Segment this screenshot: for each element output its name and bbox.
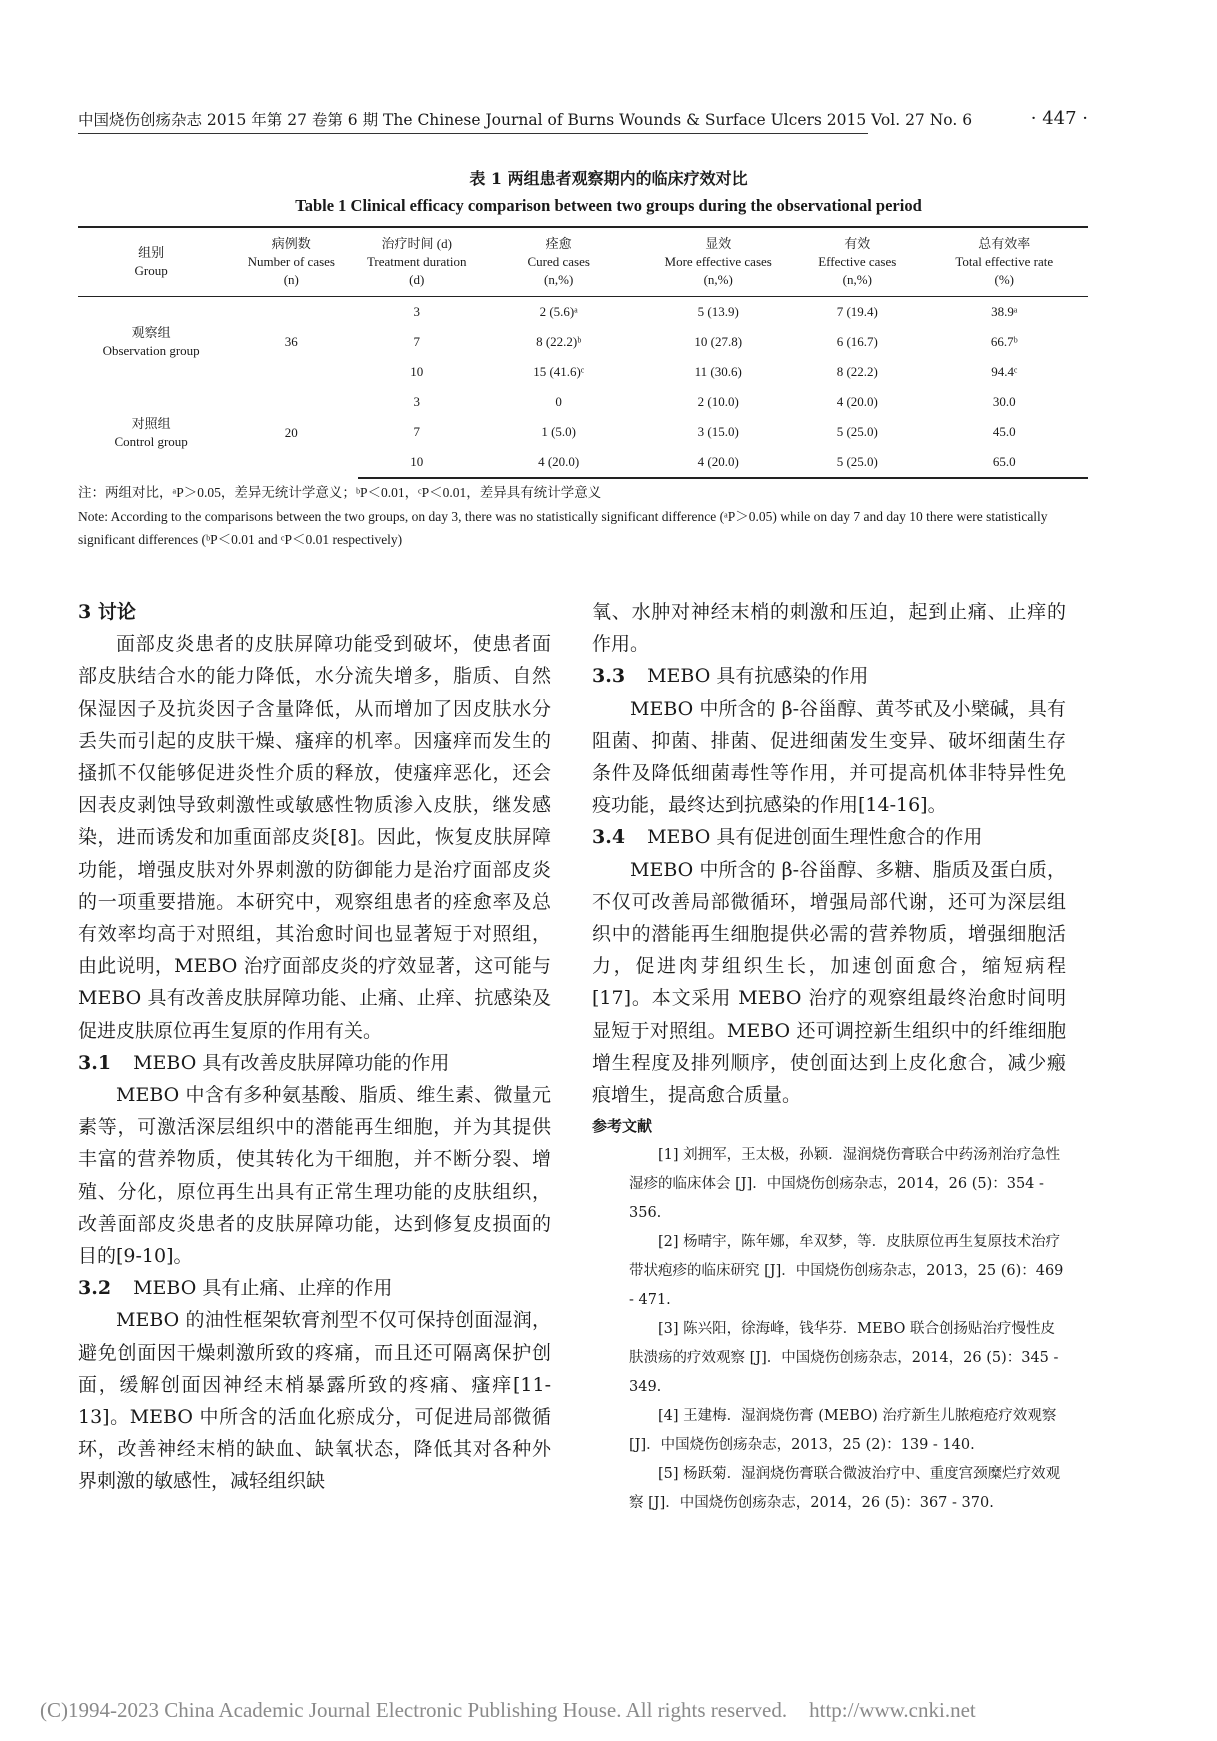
cell-days: 10 xyxy=(358,447,475,478)
paragraph: MEBO 中所含的 β-谷甾醇、多糖、脂质及蛋白质，不仅可改善局部微循环，增强局部代谢，还可为深层组织中的潜能再生细胞提供必需的营养物质，增强细胞活力，促进肉芽组织生长，加速创面愈合，缩短病程[17]。本文采用 MEBO 治疗的观察组最终治愈时间明显短于对照组。MEBO 还可调控新生组织中的纤维细胞增生程度及排列顺序，使创面达到上皮化愈合，减少瘢痕增生，提高愈合质量。 xyxy=(592,858,1066,1107)
cell-total: 45.0 xyxy=(992,424,1016,439)
cell-total: 94.4ᶜ xyxy=(991,364,1018,379)
group-name-observation: 观察组 Observation group xyxy=(102,325,200,358)
copyright-text: (C)1994-2023 China Academic Journal Electronic Publishing House. All rights reserved. xyxy=(40,1698,788,1722)
cell-more-effective: 5 (13.9) xyxy=(697,304,739,319)
group-name-control: 对照组 Control group xyxy=(114,415,188,449)
group-cases: 20 xyxy=(284,424,298,440)
cell-more-effective: 10 (27.8) xyxy=(694,334,743,349)
cell-effective: 8 (22.2) xyxy=(836,364,878,379)
header-effective: 有效 Effective cases (n,%) xyxy=(794,227,920,297)
cell-total: 38.9ᵃ xyxy=(991,304,1018,319)
header-duration: 治疗时间 (d) Treatment duration (d) xyxy=(358,227,475,297)
journal-line: 中国烧伤创疡杂志 2015 年第 27 卷第 6 期 The Chinese Journal of Burns Wounds & Surface Ulcers 2015 Vol. 27 No. 6 xyxy=(78,111,973,129)
table-caption-en: Table 1 Clinical efficacy comparison between two groups during the observational period xyxy=(295,196,922,215)
table-row xyxy=(78,387,1088,417)
header-more-effective: 显效 More effective cases (n,%) xyxy=(642,227,794,297)
reference-item: [3] 陈兴阳，徐海峰，钱华芬．MEBO 联合创扬贴治疗慢性皮肤溃疡的疗效观察 [J]．中国烧伤创疡杂志，2014，26 (5)：345 - 349. xyxy=(629,1321,1059,1396)
paragraph-continued: 氧、水肿对神经末梢的刺激和压迫，起到止痛、止痒的作用。 xyxy=(592,601,1066,656)
cell-total: 65.0 xyxy=(920,447,1088,478)
reference-item: [1] 刘拥军，王太极，孙颖．湿润烧伤膏联合中药汤剂治疗急性湿疹的临床体会 [J]．中国烧伤创疡杂志，2014，26 (5)：354 - 356. xyxy=(629,1147,1061,1222)
paragraph: 面部皮炎患者的皮肤屏障功能受到破坏，使患者面部皮肤结合水的能力降低，水分流失增多，脂质、自然保湿因子及抗炎因子含量降低，从而增加了因皮肤水分丢失而引起的皮肤干燥、瘙痒的机率。因瘙痒而发生的搔抓不仅能够促进炎性介质的释放，使瘙痒恶化，还会因表皮剥蚀导致刺激性或敏感性物质渗入皮肤，继发感染，进而诱发和加重面部皮炎[8]。因此，恢复皮肤屏障功能，增强皮肤对外界刺激的防御能力是治疗面部皮炎的一项重要措施。本研究中，观察组患者的痊愈率及总有效率均高于对照组，其治愈时间也显著短于对照组，由此说明，MEBO 治疗面部皮炎的疗效显著，这可能与 MEBO 具有改善皮肤屏障功能、止痛、止痒、抗感染及促进皮肤原位再生复原的作用有关。 xyxy=(78,633,551,1042)
reference-item: [4] 王建梅．湿润烧伤膏 (MEBO) 治疗新生儿脓疱疮疗效观察 [J]．中国烧伤创疡杂志，2013，25 (2)：139 - 140. xyxy=(629,1408,1057,1454)
subsection-heading-3-4: 3.4 MEBO 具有促进创面生理性愈合的作用 xyxy=(592,826,983,849)
cell-days: 10 xyxy=(410,364,424,379)
cell-days: 3 xyxy=(413,304,420,319)
cell-more-effective: 11 (30.6) xyxy=(694,364,742,379)
copyright-footer xyxy=(40,1698,976,1723)
reference-item: [2] 杨晴宇，陈年娜，牟双梦，等．皮肤原位再生复原技术治疗带状疱疹的临床研究 [J]．中国烧伤创疡杂志，2013，25 (6)：469 - 471. xyxy=(629,1234,1064,1309)
cell-effective: 5 (25.0) xyxy=(836,424,878,439)
cell-cured: 8 (22.2)ᵇ xyxy=(536,334,582,349)
cell-days: 3 xyxy=(413,394,420,409)
cell-cured: 2 (5.6)ᵃ xyxy=(539,304,578,319)
cell-total: 30.0 xyxy=(992,394,1016,409)
references-title: 参考文献 xyxy=(592,1117,653,1136)
table-note-en: Note: According to the comparisons between the two groups, on day 3, there was no statistically significant difference (ᵃP＞0.05) while on day 7 and day 10 there were statistically significant differences (ᵇP＜0.01 and ᶜP＜0.01 respectively) xyxy=(78,509,1048,547)
header-rule xyxy=(78,133,868,134)
paragraph: MEBO 中所含的 β-谷甾醇、黄芩甙及小檗碱，具有阻菌、抑菌、排菌、促进细菌发生变异、破坏细菌生存条件及降低细菌毒性等作用，并可提高机体非特异性免疫功能，最终达到抗感染的作用[14-16]。 xyxy=(592,697,1066,817)
header-group: 组别 Group xyxy=(78,227,224,297)
header-total-rate: 总有效率 Total effective rate (%) xyxy=(920,227,1088,297)
section-title-discussion: 3 讨论 xyxy=(78,601,136,623)
left-column xyxy=(78,596,551,1498)
page-number: · 447 · xyxy=(1030,108,1088,129)
cell-cured: 15 (41.6)ᶜ xyxy=(533,364,585,379)
table-caption-cn: 表 1 两组患者观察期内的临床疗效对比 xyxy=(469,169,748,188)
group-cases: 36 xyxy=(284,334,298,349)
cell-total: 66.7ᵇ xyxy=(990,334,1018,349)
cell-days: 7 xyxy=(413,424,420,439)
efficacy-table xyxy=(78,226,1088,479)
paragraph: MEBO 的油性框架软膏剂型不仅可保持创面湿润，避免创面因干燥刺激所致的疼痛，而且还可隔离保护创面，缓解创面因神经末梢暴露所致的疼痛、瘙痒[11-13]。MEBO 中所含的活血化瘀成分，可促进局部微循环，改善神经末梢的缺血、缺氧状态，降低其对各种外界刺激的敏感性，减轻组织缺 xyxy=(78,1309,551,1493)
cell-effective: 6 (16.7) xyxy=(836,334,878,349)
cell-more-effective: 2 (10.0) xyxy=(697,394,739,409)
subsection-heading-3-3: 3.3 MEBO 具有抗感染的作用 xyxy=(592,665,869,688)
cell-cured: 0 xyxy=(555,394,562,409)
cell-more-effective: 4 (20.0) xyxy=(642,447,794,478)
cell-days: 7 xyxy=(413,334,420,349)
cell-effective: 4 (20.0) xyxy=(836,394,878,409)
cell-cured: 1 (5.0) xyxy=(541,424,577,439)
right-column xyxy=(592,596,1066,1518)
cell-more-effective: 3 (15.0) xyxy=(697,424,739,439)
paragraph: MEBO 中含有多种氨基酸、脂质、维生素、微量元素等，可激活深层组织中的潜能再生细胞，并为其提供丰富的营养物质，使其转化为干细胞，并不断分裂、增殖、分化，原位再生出具有正常生理功能的皮肤组织，改善面部皮炎患者的皮肤屏障功能，达到修复皮损面的目的[9-10]。 xyxy=(78,1084,551,1268)
table-note-cn: 注：两组对比，ᵃP＞0.05，差异无统计学意义；ᵇP＜0.01，ᶜP＜0.01，差异具有统计学意义 xyxy=(78,485,602,500)
table-header-row xyxy=(78,227,1088,297)
footer-url: http://www.cnki.net xyxy=(809,1698,976,1722)
cell-effective: 7 (19.4) xyxy=(836,304,878,319)
header-cured: 痊愈 Cured cases (n,%) xyxy=(475,227,642,297)
subsection-heading-3-2: 3.2 MEBO 具有止痛、止痒的作用 xyxy=(78,1277,393,1300)
table-row xyxy=(78,297,1088,328)
header-cases: 病例数 Number of cases (n) xyxy=(224,227,358,297)
subsection-heading-3-1: 3.1 MEBO 具有改善皮肤屏障功能的作用 xyxy=(78,1051,450,1074)
cell-effective: 5 (25.0) xyxy=(794,447,920,478)
reference-item: [5] 杨跃菊．湿润烧伤膏联合微波治疗中、重度宫颈糜烂疗效观察 [J]．中国烧伤创疡杂志，2014，26 (5)：367 - 370. xyxy=(629,1466,1061,1512)
cell-cured: 4 (20.0) xyxy=(475,447,642,478)
running-header xyxy=(78,108,1088,134)
